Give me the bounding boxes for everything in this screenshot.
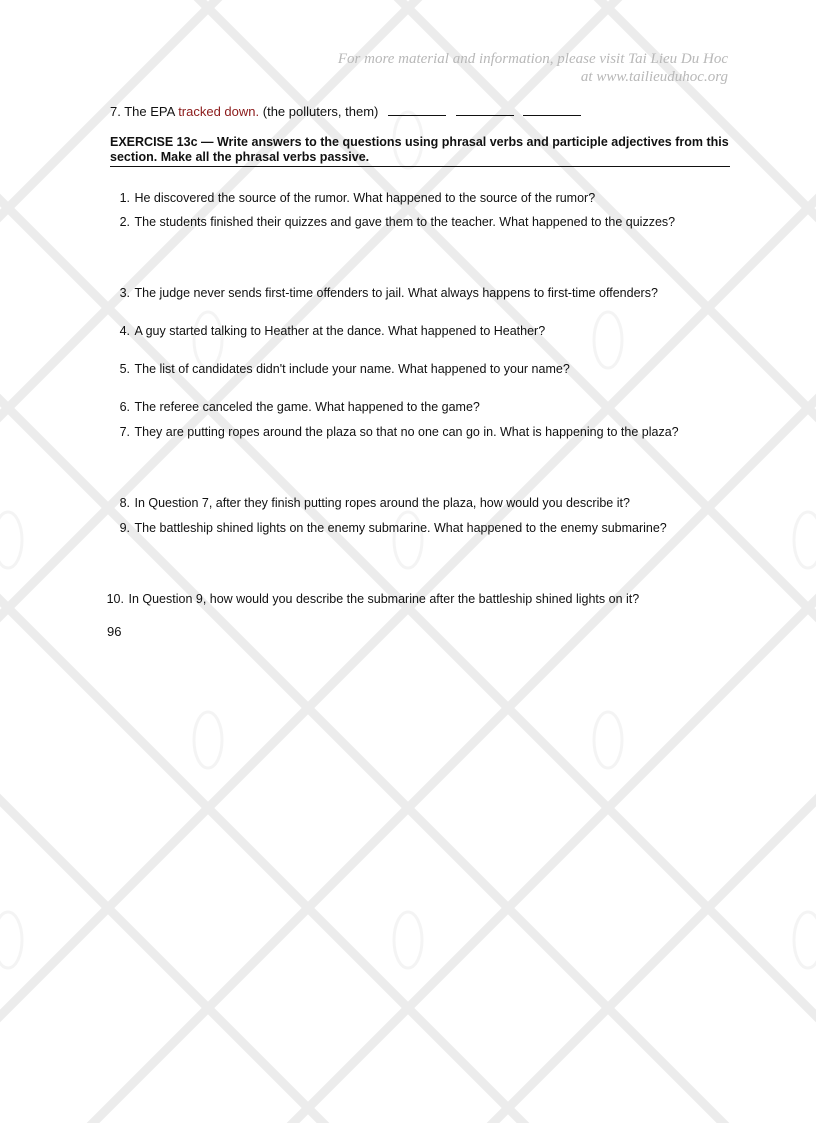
question-number: 10. xyxy=(106,592,124,606)
question-item xyxy=(110,515,720,541)
question-text: In Question 7, after they finish putting ropes around the plaza, how would you describe it? xyxy=(134,496,630,510)
previous-item-suffix: (the polluters, them) xyxy=(262,104,379,119)
header-note-line1: For more material and information, please visit Tai Lieu Du Hoc xyxy=(337,51,728,67)
previous-item-prefix: 7. The EPA xyxy=(110,104,175,119)
question-item xyxy=(110,490,720,516)
answer-blank xyxy=(388,105,446,116)
question-text: The students finished their quizzes and gave them to the teacher. What happened to the quizzes? xyxy=(134,215,676,229)
question-number: 4. xyxy=(119,324,130,338)
previous-exercise-item xyxy=(110,104,581,119)
header-note-line2: at www.tailieuduhoc.org xyxy=(580,69,728,85)
question-item xyxy=(110,356,720,382)
question-item xyxy=(110,419,720,445)
previous-item-highlight: tracked down. xyxy=(178,104,260,119)
question-number: 2. xyxy=(119,215,130,229)
question-text: The list of candidates didn't include your name. What happened to your name? xyxy=(134,362,570,376)
question-text: A guy started talking to Heather at the dance. What happened to Heather? xyxy=(134,324,546,338)
question-item xyxy=(110,280,720,306)
question-number: 9. xyxy=(119,521,130,535)
answer-blank xyxy=(523,105,581,116)
question-item xyxy=(110,185,720,211)
question-item xyxy=(110,209,720,235)
question-text: The judge never sends first-time offenders to jail. What always happens to first-time offenders? xyxy=(134,286,658,300)
question-item xyxy=(104,586,714,612)
question-number: 1. xyxy=(119,191,130,205)
exercise-heading: EXERCISE 13c — Write answers to the questions using phrasal verbs and participle adjectives from this section. Make all the phrasal verbs passive. xyxy=(110,135,730,167)
question-number: 8. xyxy=(119,496,130,510)
question-text: They are putting ropes around the plaza so that no one can go in. What is happening to the plaza? xyxy=(134,425,679,439)
page-number: 96 xyxy=(107,624,122,639)
question-text: The battleship shined lights on the enemy submarine. What happened to the enemy submarine? xyxy=(134,521,667,535)
answer-blank xyxy=(456,105,514,116)
question-text: He discovered the source of the rumor. What happened to the source of the rumor? xyxy=(134,191,596,205)
question-number: 3. xyxy=(119,286,130,300)
question-text: The referee canceled the game. What happened to the game? xyxy=(134,400,480,414)
question-item xyxy=(110,318,720,344)
question-number: 7. xyxy=(119,425,130,439)
question-text: In Question 9, how would you describe the submarine after the battleship shined lights on it? xyxy=(128,592,640,606)
question-number: 6. xyxy=(119,400,130,414)
question-number: 5. xyxy=(119,362,130,376)
header-note xyxy=(338,50,728,86)
question-item xyxy=(110,394,720,420)
